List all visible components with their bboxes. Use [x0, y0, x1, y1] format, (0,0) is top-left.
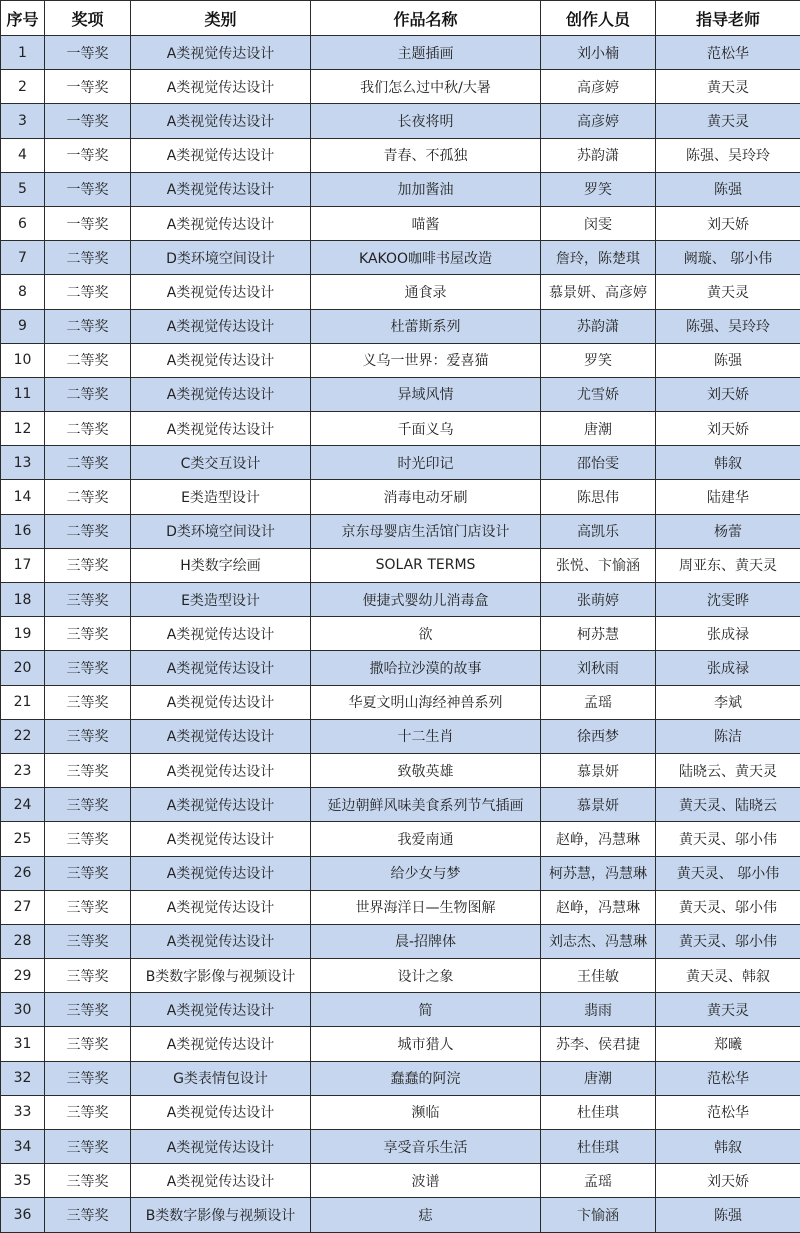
cell-creators: 卞愉涵	[541, 1198, 656, 1232]
cell-category: B类数字影像与视频设计	[131, 959, 311, 993]
cell-category: A类视觉传达设计	[131, 1095, 311, 1129]
cell-index: 16	[1, 514, 45, 548]
cell-advisors: 阙璇、 邬小伟	[656, 241, 800, 275]
table-row	[1, 1198, 800, 1232]
cell-award: 三等奖	[45, 788, 131, 822]
cell-creators: 杜佳琪	[541, 1095, 656, 1129]
cell-award: 一等奖	[45, 36, 131, 70]
cell-index: 10	[1, 343, 45, 377]
cell-work-title: 欲	[311, 617, 541, 651]
cell-award: 三等奖	[45, 1027, 131, 1061]
cell-award: 三等奖	[45, 1061, 131, 1095]
cell-category: G类表情包设计	[131, 1061, 311, 1095]
cell-category: A类视觉传达设计	[131, 36, 311, 70]
cell-award: 三等奖	[45, 1130, 131, 1164]
cell-category: A类视觉传达设计	[131, 822, 311, 856]
table-row	[1, 924, 800, 958]
table-row	[1, 172, 800, 206]
cell-creators: 慕景妍、高彦婷	[541, 275, 656, 309]
cell-index: 21	[1, 685, 45, 719]
cell-creators: 孟瑶	[541, 1164, 656, 1198]
cell-creators: 苏韵潇	[541, 309, 656, 343]
table-row	[1, 685, 800, 719]
cell-work-title: 异域风情	[311, 377, 541, 411]
cell-work-title: 致敬英雄	[311, 753, 541, 787]
header-creators: 创作人员	[541, 1, 656, 36]
table-row	[1, 719, 800, 753]
cell-category: A类视觉传达设计	[131, 1164, 311, 1198]
cell-creators: 刘志杰、冯慧琳	[541, 924, 656, 958]
cell-advisors: 陆建华	[656, 480, 800, 514]
cell-advisors: 黄天灵、邬小伟	[656, 890, 800, 924]
table-row	[1, 856, 800, 890]
cell-work-title: 我爱南通	[311, 822, 541, 856]
cell-index: 27	[1, 890, 45, 924]
cell-award: 二等奖	[45, 480, 131, 514]
cell-category: A类视觉传达设计	[131, 788, 311, 822]
table-row	[1, 753, 800, 787]
cell-advisors: 刘天娇	[656, 377, 800, 411]
cell-award: 三等奖	[45, 1198, 131, 1232]
cell-index: 31	[1, 1027, 45, 1061]
cell-advisors: 刘天娇	[656, 1164, 800, 1198]
cell-work-title: 喵酱	[311, 206, 541, 240]
cell-creators: 尤雪娇	[541, 377, 656, 411]
cell-work-title: 给少女与梦	[311, 856, 541, 890]
cell-creators: 苏韵潇	[541, 138, 656, 172]
cell-creators: 唐潮	[541, 1061, 656, 1095]
cell-index: 36	[1, 1198, 45, 1232]
cell-award: 二等奖	[45, 343, 131, 377]
cell-work-title: 晨-招牌体	[311, 924, 541, 958]
cell-award: 一等奖	[45, 138, 131, 172]
table-row	[1, 1027, 800, 1061]
cell-work-title: 撒哈拉沙漠的故事	[311, 651, 541, 685]
cell-index: 32	[1, 1061, 45, 1095]
cell-award: 三等奖	[45, 651, 131, 685]
cell-work-title: KAKOO咖啡书屋改造	[311, 241, 541, 275]
cell-creators: 詹玲，陈楚琪	[541, 241, 656, 275]
cell-award: 三等奖	[45, 719, 131, 753]
cell-work-title: 便捷式婴幼儿消毒盒	[311, 583, 541, 617]
cell-advisors: 范松华	[656, 1095, 800, 1129]
cell-work-title: 青春、不孤独	[311, 138, 541, 172]
cell-index: 26	[1, 856, 45, 890]
cell-work-title: 简	[311, 993, 541, 1027]
cell-creators: 柯苏慧，冯慧琳	[541, 856, 656, 890]
cell-work-title: 我们怎么过中秋/大暑	[311, 70, 541, 104]
table-row	[1, 583, 800, 617]
cell-advisors: 范松华	[656, 1061, 800, 1095]
header-category: 类别	[131, 1, 311, 36]
cell-work-title: 华夏文明山海经神兽系列	[311, 685, 541, 719]
cell-advisors: 黄天灵	[656, 275, 800, 309]
cell-award: 三等奖	[45, 993, 131, 1027]
cell-category: H类数字绘画	[131, 548, 311, 582]
cell-advisors: 杨蕾	[656, 514, 800, 548]
cell-category: C类交互设计	[131, 446, 311, 480]
cell-work-title: 时光印记	[311, 446, 541, 480]
cell-advisors: 陈强、吴玲玲	[656, 138, 800, 172]
cell-award: 三等奖	[45, 890, 131, 924]
cell-creators: 苏李、侯君捷	[541, 1027, 656, 1061]
cell-category: A类视觉传达设计	[131, 856, 311, 890]
table-row	[1, 36, 800, 70]
cell-award: 一等奖	[45, 206, 131, 240]
cell-work-title: 濒临	[311, 1095, 541, 1129]
cell-creators: 柯苏慧	[541, 617, 656, 651]
cell-award: 三等奖	[45, 617, 131, 651]
cell-index: 8	[1, 275, 45, 309]
cell-category: A类视觉传达设计	[131, 753, 311, 787]
cell-category: D类环境空间设计	[131, 514, 311, 548]
table-row	[1, 651, 800, 685]
table-row	[1, 1061, 800, 1095]
table-row	[1, 343, 800, 377]
cell-advisors: 黄天灵、韩叙	[656, 959, 800, 993]
cell-category: A类视觉传达设计	[131, 685, 311, 719]
cell-creators: 刘小楠	[541, 36, 656, 70]
cell-award: 一等奖	[45, 172, 131, 206]
cell-category: E类造型设计	[131, 583, 311, 617]
cell-advisors: 张成禄	[656, 651, 800, 685]
cell-award: 三等奖	[45, 548, 131, 582]
cell-work-title: 长夜将明	[311, 104, 541, 138]
cell-advisors: 黄天灵、邬小伟	[656, 924, 800, 958]
cell-award: 三等奖	[45, 1095, 131, 1129]
cell-creators: 高彦婷	[541, 104, 656, 138]
cell-work-title: 城市猎人	[311, 1027, 541, 1061]
cell-advisors: 陈强、吴玲玲	[656, 309, 800, 343]
cell-category: A类视觉传达设计	[131, 104, 311, 138]
cell-index: 17	[1, 548, 45, 582]
cell-advisors: 黄天灵、邬小伟	[656, 822, 800, 856]
table-row	[1, 822, 800, 856]
cell-award: 三等奖	[45, 1164, 131, 1198]
cell-award: 三等奖	[45, 959, 131, 993]
cell-category: A类视觉传达设计	[131, 70, 311, 104]
table-row	[1, 446, 800, 480]
cell-creators: 闵雯	[541, 206, 656, 240]
header-row	[1, 1, 800, 36]
cell-work-title: 痣	[311, 1198, 541, 1232]
cell-index: 6	[1, 206, 45, 240]
cell-advisors: 郑曦	[656, 1027, 800, 1061]
cell-category: A类视觉传达设计	[131, 377, 311, 411]
cell-advisors: 刘天娇	[656, 412, 800, 446]
table-row	[1, 548, 800, 582]
cell-index: 20	[1, 651, 45, 685]
cell-work-title: 通食录	[311, 275, 541, 309]
cell-index: 30	[1, 993, 45, 1027]
cell-work-title: 世界海洋日—生物图解	[311, 890, 541, 924]
table-row	[1, 1164, 800, 1198]
cell-advisors: 黄天灵	[656, 70, 800, 104]
table-row	[1, 104, 800, 138]
table-row	[1, 480, 800, 514]
cell-category: A类视觉传达设计	[131, 651, 311, 685]
table-row	[1, 514, 800, 548]
table-row	[1, 412, 800, 446]
cell-advisors: 黄天灵	[656, 104, 800, 138]
cell-award: 三等奖	[45, 822, 131, 856]
table-row	[1, 959, 800, 993]
cell-index: 14	[1, 480, 45, 514]
cell-creators: 高彦婷	[541, 70, 656, 104]
cell-index: 7	[1, 241, 45, 275]
cell-advisors: 沈雯晔	[656, 583, 800, 617]
cell-award: 三等奖	[45, 583, 131, 617]
header-award: 奖项	[45, 1, 131, 36]
table-row	[1, 241, 800, 275]
table-row	[1, 890, 800, 924]
cell-advisors: 黄天灵、 邬小伟	[656, 856, 800, 890]
cell-index: 22	[1, 719, 45, 753]
cell-index: 28	[1, 924, 45, 958]
header-advisors: 指导老师	[656, 1, 800, 36]
cell-award: 二等奖	[45, 514, 131, 548]
cell-award: 二等奖	[45, 275, 131, 309]
cell-creators: 陈思伟	[541, 480, 656, 514]
cell-work-title: SOLAR TERMS	[311, 548, 541, 582]
cell-category: E类造型设计	[131, 480, 311, 514]
table-row	[1, 993, 800, 1027]
header-index: 序号	[1, 1, 45, 36]
cell-advisors: 周亚东、黄天灵	[656, 548, 800, 582]
cell-work-title: 义乌一世界：爱喜猫	[311, 343, 541, 377]
cell-advisors: 黄天灵、陆晓云	[656, 788, 800, 822]
cell-category: A类视觉传达设计	[131, 412, 311, 446]
cell-advisors: 刘天娇	[656, 206, 800, 240]
cell-work-title: 主题插画	[311, 36, 541, 70]
cell-work-title: 蠢蠢的阿浣	[311, 1061, 541, 1095]
cell-award: 三等奖	[45, 685, 131, 719]
cell-advisors: 李斌	[656, 685, 800, 719]
cell-award: 一等奖	[45, 104, 131, 138]
cell-award: 一等奖	[45, 70, 131, 104]
cell-creators: 罗笑	[541, 172, 656, 206]
cell-advisors: 陈强	[656, 343, 800, 377]
table-row	[1, 617, 800, 651]
table-body	[1, 36, 800, 1233]
cell-creators: 王佳敏	[541, 959, 656, 993]
cell-creators: 慕景妍	[541, 753, 656, 787]
cell-index: 13	[1, 446, 45, 480]
cell-award: 三等奖	[45, 924, 131, 958]
cell-creators: 杜佳琪	[541, 1130, 656, 1164]
cell-category: B类数字影像与视频设计	[131, 1198, 311, 1232]
cell-award: 二等奖	[45, 446, 131, 480]
cell-category: A类视觉传达设计	[131, 890, 311, 924]
cell-work-title: 杜蕾斯系列	[311, 309, 541, 343]
cell-category: A类视觉传达设计	[131, 617, 311, 651]
cell-advisors: 陈洁	[656, 719, 800, 753]
cell-category: A类视觉传达设计	[131, 343, 311, 377]
cell-work-title: 京东母婴店生活馆门店设计	[311, 514, 541, 548]
table-row	[1, 377, 800, 411]
cell-creators: 邵怡雯	[541, 446, 656, 480]
cell-creators: 赵峥，冯慧琳	[541, 822, 656, 856]
cell-creators: 赵峥，冯慧琳	[541, 890, 656, 924]
cell-index: 3	[1, 104, 45, 138]
table-row	[1, 1130, 800, 1164]
cell-index: 23	[1, 753, 45, 787]
header-work-title: 作品名称	[311, 1, 541, 36]
table-row	[1, 275, 800, 309]
cell-award: 三等奖	[45, 753, 131, 787]
cell-creators: 慕景妍	[541, 788, 656, 822]
cell-award: 二等奖	[45, 241, 131, 275]
cell-category: A类视觉传达设计	[131, 309, 311, 343]
cell-index: 11	[1, 377, 45, 411]
cell-creators: 孟瑶	[541, 685, 656, 719]
cell-award: 二等奖	[45, 412, 131, 446]
cell-award: 二等奖	[45, 377, 131, 411]
cell-index: 33	[1, 1095, 45, 1129]
cell-work-title: 设计之象	[311, 959, 541, 993]
cell-category: A类视觉传达设计	[131, 275, 311, 309]
cell-advisors: 范松华	[656, 36, 800, 70]
cell-advisors: 黄天灵	[656, 993, 800, 1027]
cell-category: D类环境空间设计	[131, 241, 311, 275]
table-row	[1, 788, 800, 822]
cell-creators: 张悦、卞愉涵	[541, 548, 656, 582]
table-row	[1, 70, 800, 104]
cell-index: 1	[1, 36, 45, 70]
cell-index: 29	[1, 959, 45, 993]
cell-category: A类视觉传达设计	[131, 1130, 311, 1164]
cell-creators: 徐西梦	[541, 719, 656, 753]
cell-category: A类视觉传达设计	[131, 206, 311, 240]
cell-index: 25	[1, 822, 45, 856]
cell-advisors: 韩叙	[656, 446, 800, 480]
cell-creators: 罗笑	[541, 343, 656, 377]
cell-advisors: 韩叙	[656, 1130, 800, 1164]
cell-advisors: 陆晓云、黄天灵	[656, 753, 800, 787]
cell-advisors: 张成禄	[656, 617, 800, 651]
cell-work-title: 享受音乐生活	[311, 1130, 541, 1164]
table-row	[1, 206, 800, 240]
table-row	[1, 309, 800, 343]
cell-index: 4	[1, 138, 45, 172]
cell-index: 19	[1, 617, 45, 651]
cell-index: 35	[1, 1164, 45, 1198]
table-row	[1, 138, 800, 172]
cell-work-title: 延边朝鲜风味美食系列节气插画	[311, 788, 541, 822]
cell-work-title: 十二生肖	[311, 719, 541, 753]
cell-category: A类视觉传达设计	[131, 719, 311, 753]
cell-creators: 唐潮	[541, 412, 656, 446]
cell-advisors: 陈强	[656, 172, 800, 206]
cell-index: 18	[1, 583, 45, 617]
cell-work-title: 消毒电动牙刷	[311, 480, 541, 514]
table-row	[1, 1095, 800, 1129]
cell-category: A类视觉传达设计	[131, 1027, 311, 1061]
cell-category: A类视觉传达设计	[131, 993, 311, 1027]
cell-index: 12	[1, 412, 45, 446]
cell-index: 34	[1, 1130, 45, 1164]
cell-award: 二等奖	[45, 309, 131, 343]
cell-creators: 高凯乐	[541, 514, 656, 548]
cell-category: A类视觉传达设计	[131, 138, 311, 172]
cell-index: 5	[1, 172, 45, 206]
cell-creators: 刘秋雨	[541, 651, 656, 685]
cell-work-title: 千面义乌	[311, 412, 541, 446]
cell-category: A类视觉传达设计	[131, 172, 311, 206]
cell-work-title: 加加酱油	[311, 172, 541, 206]
cell-creators: 翡雨	[541, 993, 656, 1027]
cell-index: 24	[1, 788, 45, 822]
cell-creators: 张萌婷	[541, 583, 656, 617]
cell-advisors: 陈强	[656, 1198, 800, 1232]
cell-index: 9	[1, 309, 45, 343]
cell-category: A类视觉传达设计	[131, 924, 311, 958]
cell-work-title: 波谱	[311, 1164, 541, 1198]
cell-index: 2	[1, 70, 45, 104]
cell-award: 三等奖	[45, 856, 131, 890]
